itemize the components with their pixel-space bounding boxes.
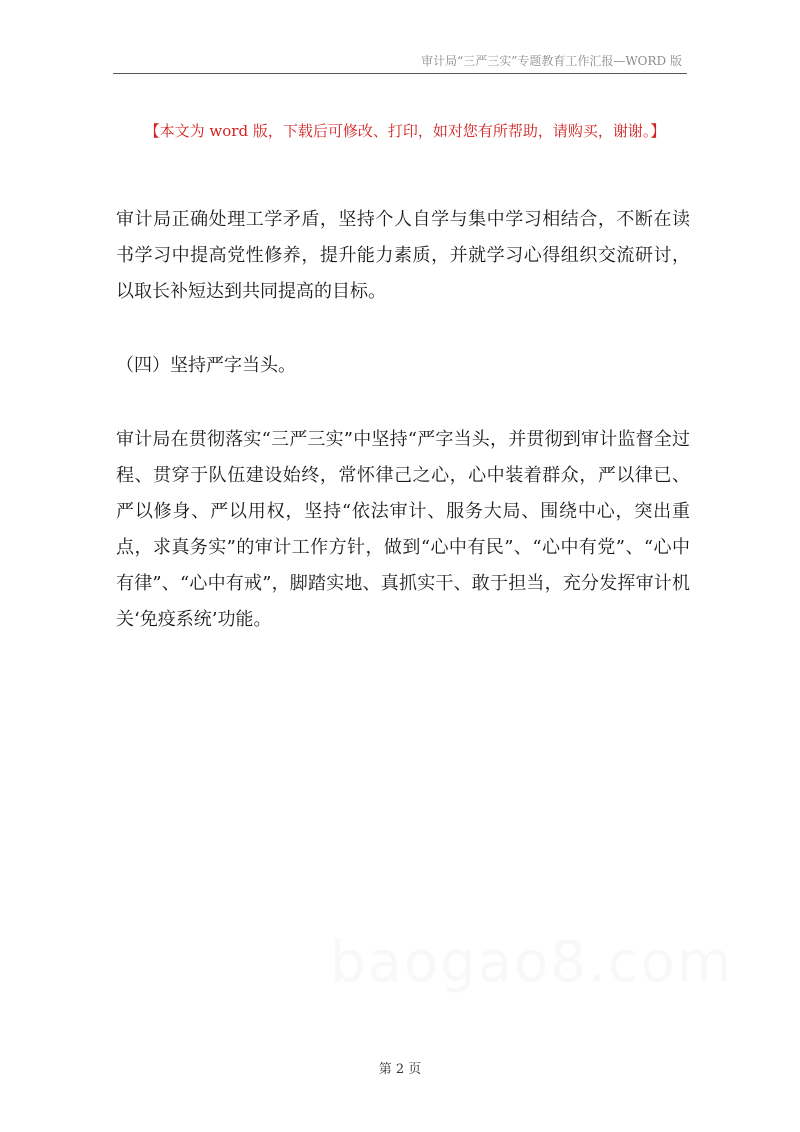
site-watermark: baogao8.com [330, 930, 734, 995]
page-number: 第 2 页 [378, 1062, 422, 1077]
document-header-title: 审计局“三严三实”专题教育工作汇报—WORD 版 [421, 54, 682, 68]
paragraph-strictness: 审计局在贯彻落实“三严三实”中坚持“严字当头，并贯彻到审计监督全过程、贯穿于队伍建设始终，常怀律己之心，心中装着群众，严以律已、严以修身、严以用权，坚持“依法审计、服务大局、围绕中心，突出重点，求真务实”的审计工作方针，做到“心中有民”、“心中有党”、“心中有律”、“心中有戒”，脚踏实地、真抓实干、敢于担当，充分发挥审计机关‘免疫系统’功能。 [116, 429, 690, 630]
download-notice: 【本文为 word 版，下载后可修改、打印，如对您有所帮助，请购买，谢谢。】 [144, 122, 666, 140]
document-body [116, 202, 690, 638]
header-divider [113, 73, 687, 74]
paragraph-study: 审计局正确处理工学矛盾，坚持个人自学与集中学习相结合，不断在读书学习中提高党性修养，提升能力素质，并就学习心得组织交流研讨，以取长补短达到共同提高的目标。 [116, 209, 690, 302]
section-heading: （四）坚持严字当头。 [116, 355, 296, 376]
